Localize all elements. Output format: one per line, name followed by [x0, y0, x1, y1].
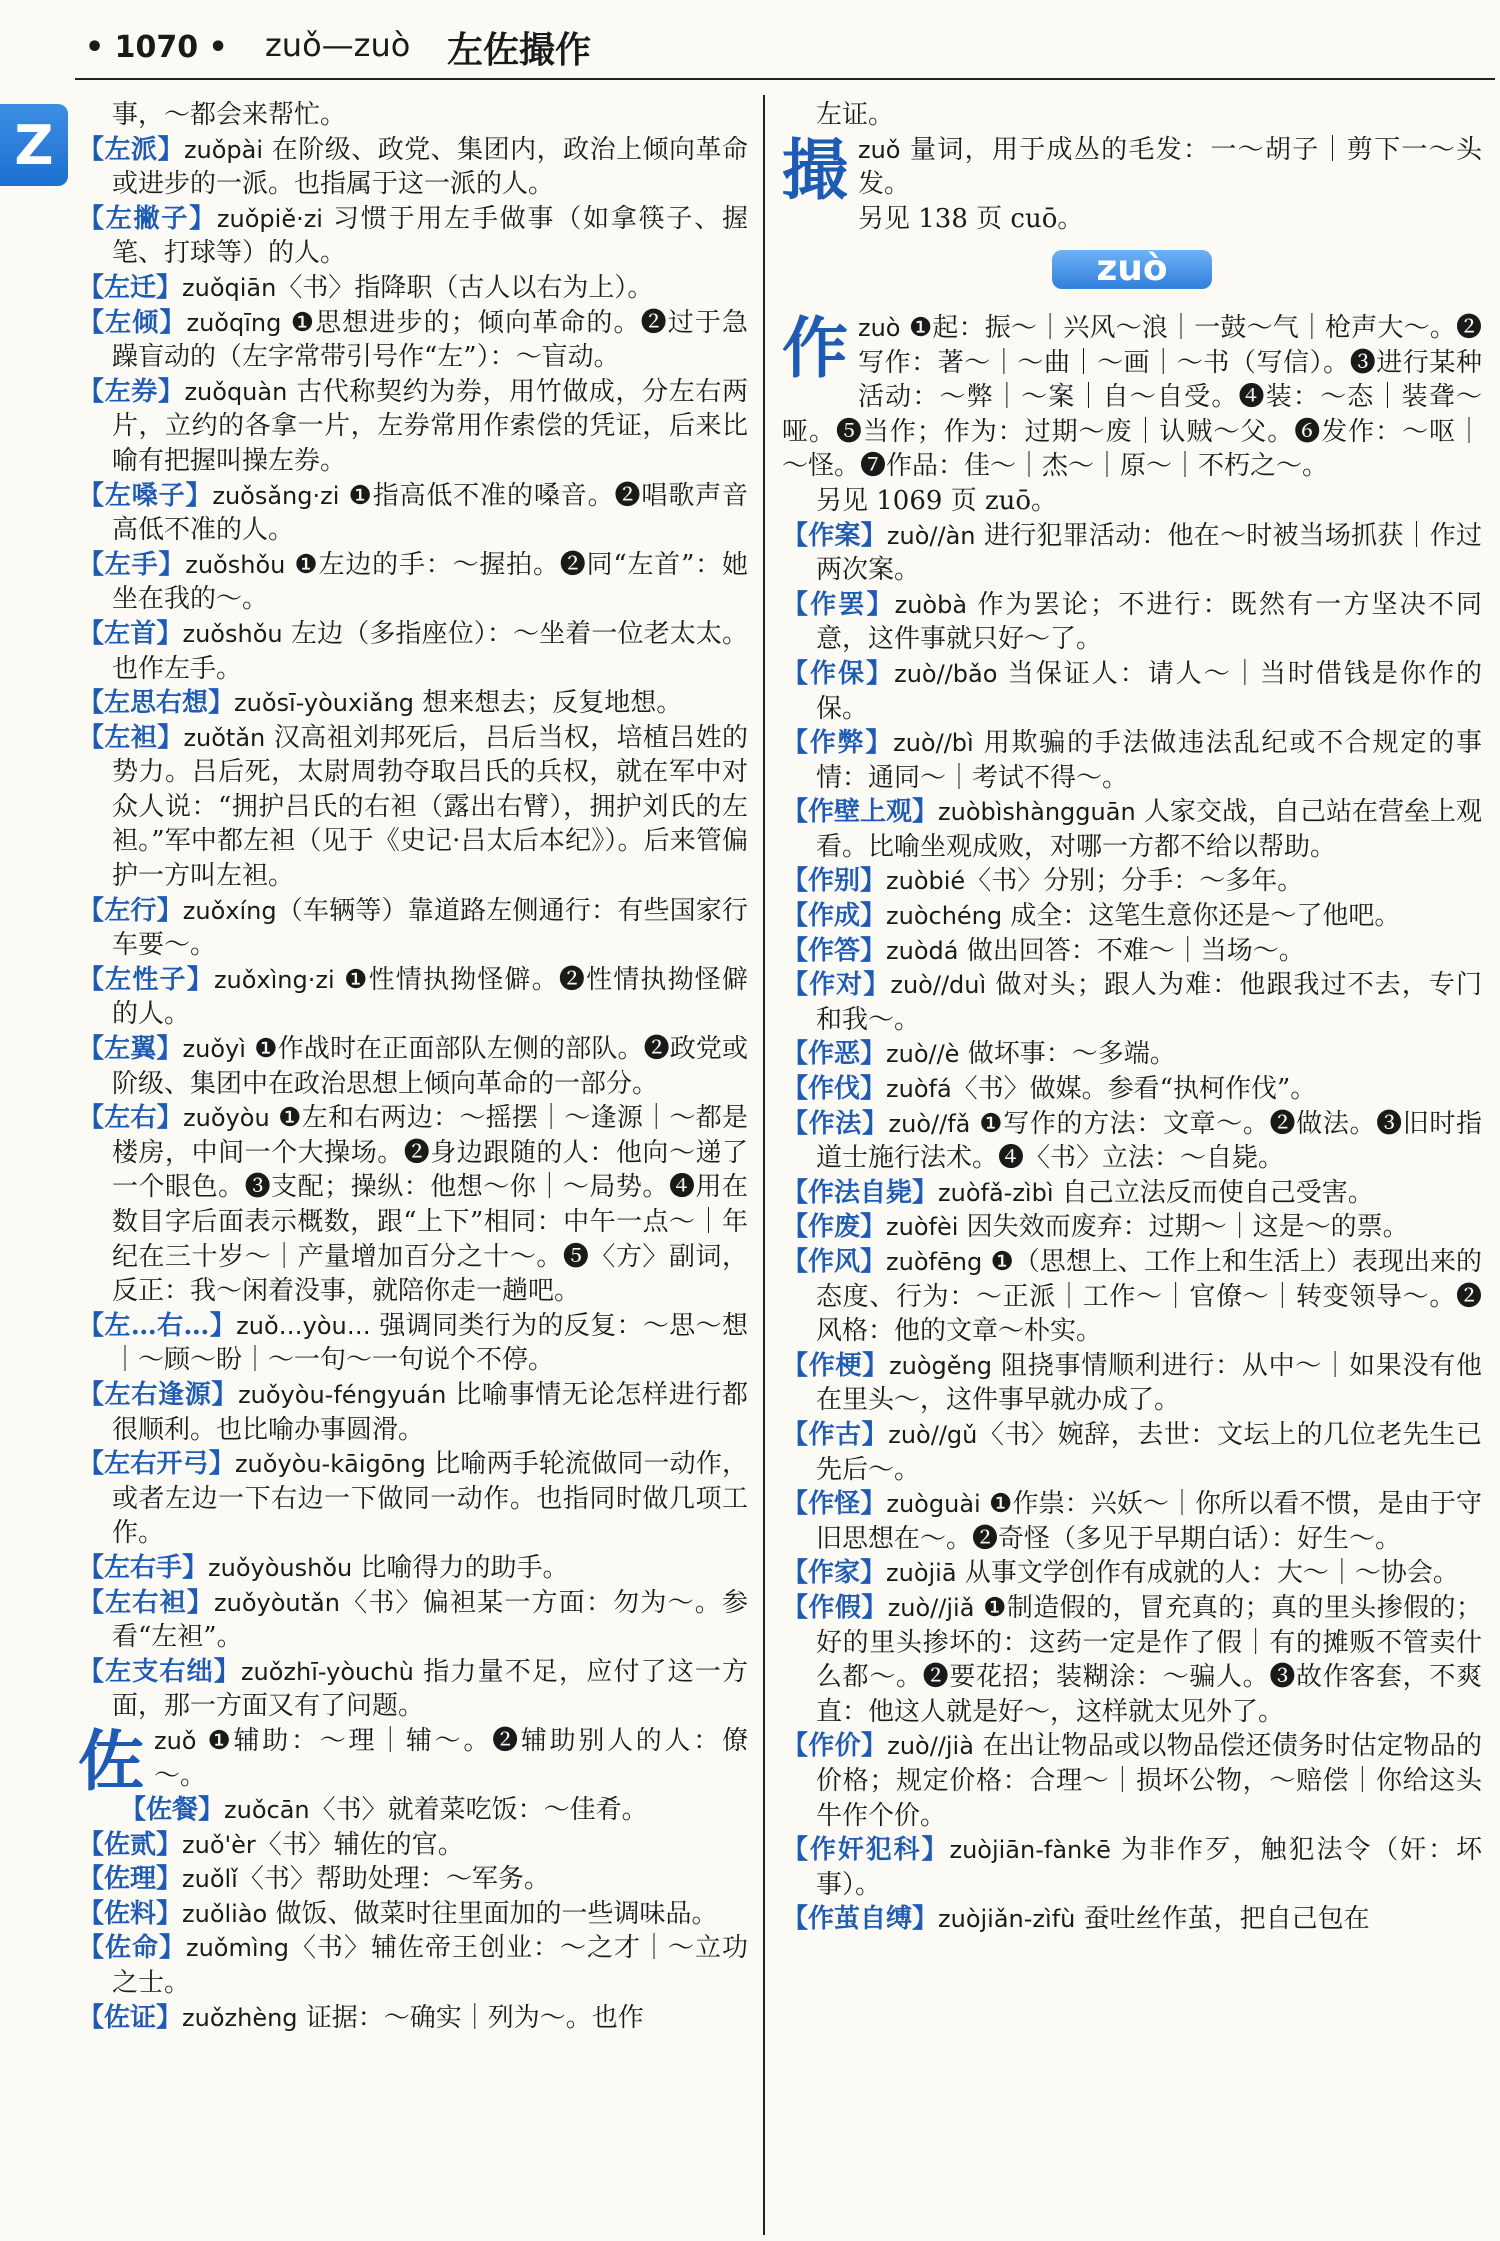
cross-reference: 另见 1069 页 zuō。 — [816, 485, 1058, 516]
entry-definition: 在阶级、政党、集团内，政治上倾向革命或进步的一派。也指属于这一派的人。 — [112, 134, 748, 200]
entry-pinyin: zuǒqiān — [182, 273, 277, 302]
entry-definition: 阻挠事情顺利进行：从中～｜如果没有他在里头～，这件事早就办成了。 — [816, 1350, 1482, 1416]
entry-headword: 【作弊】 — [782, 728, 894, 759]
entry-pinyin: zuò//jià — [887, 1732, 974, 1761]
entry-pinyin: zuǒquàn — [184, 377, 288, 406]
dictionary-entry — [782, 1176, 1482, 1211]
headword-pinyin: zuǒ — [858, 135, 901, 164]
cross-reference: 另见 138 页 cuō。 — [858, 203, 1084, 234]
entry-definition: 蚕吐丝作茧，把自己包在 — [1075, 1904, 1370, 1935]
entry-definition: 想来想去；反复地想。 — [414, 688, 683, 719]
entry-pinyin: zuǒyòushǒu — [208, 1553, 353, 1582]
dictionary-entry — [78, 1793, 748, 1828]
entry-definition: 做坏事：～多端。 — [959, 1039, 1176, 1070]
headword-entry — [78, 1721, 748, 1800]
entry-definition: ❶指高低不准的嗓音。❷唱歌声音高低不准的人。 — [112, 480, 748, 546]
entry-headword: 【佐料】 — [78, 1898, 183, 1929]
entry-definition: 〈书〉就着菜吃饭：～佳肴。 — [309, 1795, 648, 1826]
entry-headword: 【左右袒】 — [78, 1587, 215, 1618]
entry-pinyin: zuǒtǎn — [183, 723, 266, 752]
letter-thumb-tab: Z — [0, 104, 68, 186]
dictionary-entry — [78, 1828, 748, 1863]
dictionary-entry — [78, 133, 748, 202]
entry-pinyin: zuǒcān — [224, 1796, 310, 1825]
entry-pinyin: zuǒpài — [183, 135, 264, 164]
entry-headword: 【左支右绌】 — [78, 1656, 241, 1687]
entry-headword: 【作价】 — [782, 1731, 888, 1762]
entry-pinyin: zuǒ'èr — [182, 1830, 256, 1859]
dictionary-entry — [78, 894, 748, 963]
entry-headword: 【作恶】 — [782, 1039, 887, 1070]
entry-definition: 〈书〉帮助处理：～军务。 — [237, 1864, 550, 1895]
entry-definition: ❶思想进步的；倾向革命的。❷过于急躁盲动的（左字常带引号作“左”）：～盲动。 — [112, 307, 748, 373]
dictionary-entry — [782, 1591, 1482, 1729]
header-characters: 左佐撮作 — [447, 29, 592, 71]
entry-headword: 【作废】 — [782, 1212, 887, 1243]
dictionary-entry — [78, 479, 748, 548]
entry-headword: 【作怪】 — [782, 1489, 887, 1520]
entry-headword: 【作风】 — [782, 1247, 887, 1277]
dictionary-entry — [782, 519, 1482, 588]
header-rule — [75, 78, 1495, 80]
entry-definition: 作为罢论；不进行：既然有一方坚决不同意，这件事就只好～了。 — [816, 589, 1482, 655]
running-header — [0, 0, 1500, 78]
right-column — [782, 98, 1482, 1937]
entry-definition: 进行犯罪活动：他在～时被当场抓获｜作过两次案。 — [816, 520, 1482, 586]
entry-definition: ❶（思想上、工作上和生活上）表现出来的态度、行为：～正派｜工作～｜官僚～｜转变领导～。❷风格：他的文章～朴实。 — [816, 1247, 1482, 1347]
entry-headword: 【左性子】 — [78, 964, 214, 995]
dictionary-entry — [78, 686, 748, 721]
dictionary-entry — [782, 1107, 1482, 1176]
entry-definition: 指力量不足，应付了这一方面，那一方面又有了问题。 — [112, 1656, 748, 1722]
entry-definition: 习惯于用左手做事（如拿筷子、握笔、打球等）的人。 — [112, 203, 748, 269]
pinyin-heading-label: zuò — [1052, 250, 1211, 289]
dictionary-entry — [78, 1032, 748, 1101]
dictionary-entry — [78, 721, 748, 894]
entry-pinyin: zuǒmìng — [186, 1934, 289, 1963]
entry-headword: 【佐证】 — [78, 2002, 183, 2033]
entry-definition: ❶制造假的，冒充真的；真的里头掺假的；好的里头掺坏的：这药一定是作了假｜有的摊贩不管卖什么都～。❷要花招；装糊涂：～骗人。❸故作客套，不爽直：他这人就是好～，这样就太见外了。 — [816, 1592, 1482, 1727]
entry-headword: 【左思右想】 — [78, 688, 235, 719]
entry-pinyin: zuǒsī-yòuxiǎng — [234, 689, 415, 718]
headword-definition: ❶辅助：～理｜辅～。❷辅助别人的人：僚～。 — [154, 1725, 748, 1791]
entry-headword: 【左倾】 — [78, 307, 187, 338]
entry-definition: 〈书〉分别；分手：～多年。 — [965, 866, 1304, 897]
entry-headword: 【作壁上观】 — [782, 797, 939, 828]
entry-pinyin: zuǒqīng — [186, 308, 282, 337]
entry-headword: 【作梗】 — [782, 1350, 890, 1381]
entry-definition: 左边（多指座位）：～坐着一位老太太。也作左手。 — [112, 618, 748, 684]
entry-pinyin: zuò//àn — [886, 521, 976, 550]
entry-headword: 【作答】 — [782, 935, 887, 966]
entry-headword: 【作奸犯科】 — [782, 1835, 950, 1866]
headword-pinyin: zuò — [858, 313, 901, 342]
entry-headword: 【作假】 — [782, 1592, 888, 1623]
entry-pinyin: zuò//jiǎ — [887, 1593, 975, 1622]
entry-pinyin: zuǒzhèng — [182, 2003, 298, 2032]
entry-continuation: 事，～都会来帮忙。 — [112, 100, 347, 130]
entry-pinyin: zuǒliào — [182, 1899, 268, 1928]
dictionary-entry — [78, 963, 748, 1032]
dictionary-entry — [78, 548, 748, 617]
pinyin-range: zuǒ—zuò — [265, 26, 411, 64]
entry-pinyin: zuǒshǒu — [185, 550, 286, 579]
dictionary-entry — [78, 1897, 748, 1932]
entry-definition: 当保证人：请人～｜当时借钱是你作的保。 — [816, 658, 1482, 724]
dictionary-entry — [78, 1378, 748, 1447]
dictionary-entry — [782, 657, 1482, 726]
entry-pinyin: zuǒzhī-yòuchù — [240, 1657, 414, 1686]
entry-headword: 【作对】 — [782, 970, 891, 1001]
page-number: • 1070 • — [85, 30, 228, 65]
entry-headword: 【左右】 — [78, 1103, 184, 1134]
entry-headword: 【左右开弓】 — [78, 1449, 235, 1480]
dictionary-entry — [78, 1931, 748, 2000]
entry-definition: ❶作战时在正面部队左侧的部队。❷政党或阶级、集团中在政治思想上倾向革命的一部分。 — [112, 1034, 748, 1099]
entry-headword: 【作法】 — [782, 1108, 889, 1139]
entry-headword: 【佐理】 — [78, 1864, 183, 1895]
entry-headword: 【佐贰】 — [78, 1829, 183, 1860]
headword-character: 作 — [782, 308, 848, 387]
dictionary-entry — [782, 864, 1482, 899]
entry-pinyin: zuò//bǎo — [894, 659, 998, 688]
entry-pinyin: zuò//duì — [890, 971, 987, 1000]
entry-headword: 【左…右…】 — [78, 1310, 237, 1341]
entry-definition: 〈书〉做媒。参看“执柯作伐”。 — [951, 1074, 1317, 1105]
dictionary-entry — [78, 1586, 748, 1655]
dictionary-entry — [78, 1551, 748, 1586]
entry-definition: 做对头；跟人为难：他跟我过不去，专门和我～。 — [816, 970, 1482, 1035]
entry-definition: 从事文学创作有成就的人：大～｜～协会。 — [956, 1558, 1459, 1589]
dictionary-entry — [782, 1037, 1482, 1072]
entry-headword: 【左袒】 — [78, 722, 184, 753]
entry-pinyin: zuǒxìng·zi — [213, 965, 335, 994]
entry-definition: 〈书〉指降职（古人以右为上）。 — [276, 272, 654, 303]
dictionary-entry — [782, 1833, 1482, 1902]
entry-pinyin: zuǒ…yòu… — [236, 1311, 371, 1340]
entry-headword: 【左行】 — [78, 895, 183, 926]
entry-pinyin: zuòjiān-fànkē — [949, 1836, 1111, 1865]
entry-headword: 【左派】 — [78, 134, 184, 165]
dictionary-entry — [78, 375, 748, 479]
dictionary-entry — [782, 1487, 1482, 1556]
entry-headword: 【左翼】 — [78, 1034, 183, 1065]
entry-definition: 用欺骗的手法做违法乱纪或不合规定的事情：通同～｜考试不得～。 — [816, 728, 1482, 793]
headword-character: 撮 — [782, 130, 848, 209]
entry-definition: 证据：～确实｜列为～。也作 — [297, 2002, 644, 2033]
entry-headword: 【作案】 — [782, 520, 887, 551]
entry-definition: 成全：这笔生意你还是～了他吧。 — [1002, 901, 1401, 932]
entry-definition: 比喻得力的助手。 — [352, 1552, 569, 1583]
entry-pinyin: zuǒpiě·zi — [216, 204, 323, 233]
entry-definition: 人家交战，自己站在营垒上观看。比喻坐观成败，对哪一方都不给以帮助。 — [816, 797, 1482, 862]
entry-pinyin: zuòfǎ-zìbì — [938, 1178, 1054, 1207]
entry-headword: 【作法自毙】 — [782, 1177, 939, 1208]
entry-definition: 古代称契约为券，用竹做成，分左右两片，立约的各拿一片，左券常用作索偿的凭证，后来比喻有把握叫操左券。 — [112, 376, 748, 476]
entry-headword: 【作伐】 — [782, 1074, 887, 1105]
entry-pinyin: zuǒxíng — [182, 896, 277, 925]
dictionary-entry — [78, 1101, 748, 1309]
entry-definition: 强调同类行为的反复：～思～想｜～顾～盼｜～一句～一句说个不停。 — [112, 1310, 748, 1376]
dictionary-entry — [782, 588, 1482, 657]
entry-headword: 【左右逢源】 — [78, 1379, 239, 1410]
entry-definition: 自己立法反而使自己受害。 — [1053, 1177, 1374, 1208]
entry-headword: 【左嗓子】 — [78, 480, 213, 511]
dictionary-entry — [782, 1349, 1482, 1418]
dictionary-entry — [78, 617, 748, 686]
entry-pinyin: zuòfèi — [886, 1213, 959, 1242]
entry-pinyin: zuò//bì — [893, 729, 974, 758]
entry-headword: 【作家】 — [782, 1558, 887, 1589]
entry-headword: 【佐命】 — [78, 1933, 186, 1964]
entry-pinyin: zuòbà — [894, 590, 968, 619]
dictionary-entry — [782, 1902, 1482, 1937]
entry-pinyin: zuògěng — [889, 1351, 992, 1380]
entry-definition: 做出回答：不难～｜当场～。 — [958, 935, 1305, 966]
entry-pinyin: zuǒshǒu — [182, 619, 283, 648]
dictionary-entry — [782, 1729, 1482, 1833]
entry-pinyin: zuò//gǔ — [888, 1420, 978, 1449]
dictionary-entry — [782, 968, 1482, 1037]
entry-pinyin: zuòfēng — [886, 1248, 983, 1276]
entry-headword: 【左右手】 — [78, 1552, 209, 1583]
dictionary-entry — [78, 271, 748, 306]
dictionary-entry — [782, 1418, 1482, 1487]
dictionary-entry — [782, 934, 1482, 969]
dictionary-entry — [782, 899, 1482, 934]
entry-pinyin: zuòbié — [886, 867, 966, 896]
entry-headword: 【左迁】 — [78, 272, 183, 303]
entry-pinyin: zuǒyòu — [183, 1104, 270, 1133]
entry-definition: 为非作歹，触犯法令（奸：坏事）。 — [816, 1835, 1482, 1900]
entry-pinyin: zuòguài — [886, 1490, 981, 1519]
entry-definition: 汉高祖刘邦死后，吕后当权，培植吕姓的势力。吕后死，太尉周勃夺取吕氏的兵权，就在军中对众人说：“拥护吕氏的右袒（露出右臂），拥护刘氏的左袒。”军中都左袒（见于《史记·吕太后本纪》）。后来管偏护一方叫左袒。 — [112, 722, 748, 892]
entry-headword: 【作保】 — [782, 658, 895, 689]
entry-pinyin: zuǒyòutǎn — [214, 1588, 340, 1617]
entry-headword: 【左手】 — [78, 549, 186, 580]
entry-definition: ❶写作的方法：文章～。❷做法。❸旧时指道士施行法术。❹〈书〉立法：～自毙。 — [816, 1108, 1482, 1174]
entry-headword: 【左首】 — [78, 618, 183, 649]
entry-headword: 【作成】 — [782, 901, 887, 932]
entry-definition: ❶左和右两边：～摇摆｜～逢源｜～都是楼房，中间一个大操场。❷身边跟随的人：他向～递了一个眼色。❸支配；操纵：他想～你｜～局势。❹用在数目字后面表示概数，跟“上下”相同：中午一点～｜年纪在三十岁～｜产量增加百分之十～。❺〈方〉副词，反正：我～闲着没事，就陪你走一趟吧。 — [112, 1103, 748, 1307]
dictionary-entry — [78, 1655, 748, 1724]
entry-headword: 【作古】 — [782, 1419, 889, 1450]
entry-headword: 【左撇子】 — [78, 203, 217, 234]
entry-definition: 〈书〉辅佐的官。 — [255, 1829, 464, 1860]
entry-definition: 在出让物品或以物品偿还债务时估定物品的价格；规定价格：合理～｜损坏公物，～赔偿｜你给这头牛作个价。 — [816, 1731, 1482, 1831]
dictionary-entry — [78, 1862, 748, 1897]
entry-definition: 〈书〉偏袒某一方面：勿为～。参看“左袒”。 — [112, 1587, 748, 1653]
entry-definition: （车辆等）靠道路左侧通行：有些国家行车要～。 — [112, 895, 748, 961]
entry-pinyin: zuòjiā — [886, 1559, 957, 1588]
entry-pinyin: zuòbìshàngguān — [938, 798, 1136, 827]
dictionary-entry — [78, 202, 748, 271]
left-column — [78, 98, 748, 2035]
entry-continuation: 左证。 — [816, 100, 895, 130]
entry-definition: ❶作祟：兴妖～｜你所以看不惯，是由于守旧思想在～。❷奇怪（多见于早期白话）：好生～。 — [816, 1489, 1482, 1554]
headword-entry — [782, 308, 1482, 484]
entry-pinyin: zuǒyì — [182, 1035, 246, 1064]
dictionary-entry — [78, 1447, 748, 1551]
headword-entry — [782, 130, 1482, 209]
entry-headword: 【作罢】 — [782, 589, 895, 620]
entry-pinyin: zuò//è — [886, 1040, 960, 1069]
entry-definition: 做饭、做菜时往里面加的一些调味品。 — [267, 1898, 718, 1929]
entry-definition: 〈书〉辅佐帝王创业：～之才｜～立功之士。 — [112, 1933, 748, 1999]
entry-pinyin: zuòdá — [886, 936, 959, 965]
headword-character: 佐 — [78, 1721, 144, 1800]
dictionary-entry — [782, 1245, 1482, 1349]
entry-headword: 【左券】 — [78, 376, 185, 407]
entry-pinyin: zuòchéng — [886, 902, 1003, 931]
dictionary-entry — [782, 795, 1482, 864]
entry-definition: ❶性情执拗怪僻。❷性情执拗怪僻的人。 — [112, 964, 748, 1030]
entry-pinyin: zuòfá — [886, 1075, 952, 1104]
dictionary-entry — [78, 2001, 748, 2036]
entry-pinyin: zuǒlǐ — [182, 1865, 238, 1894]
entry-headword: 【作别】 — [782, 866, 887, 897]
entry-headword: 【佐餐】 — [120, 1795, 225, 1826]
entry-pinyin: zuǒyòu-kāigōng — [234, 1450, 426, 1479]
dictionary-entry — [782, 1210, 1482, 1245]
entry-definition: 比喻两手轮流做同一动作，或者左边一下右边一下做同一动作。也指同时做几项工作。 — [112, 1449, 748, 1549]
dictionary-entry — [78, 306, 748, 375]
entry-definition: 〈书〉婉辞，去世：文坛上的几位老先生已先后～。 — [816, 1419, 1482, 1485]
entry-headword: 【作茧自缚】 — [782, 1904, 939, 1935]
entry-definition: 因失效而废弃：过期～｜这是～的票。 — [958, 1212, 1409, 1243]
headword-definition: 量词，用于成丛的毛发：一～胡子｜剪下一～头发。 — [858, 134, 1482, 200]
entry-pinyin: zuòjiǎn-zìfù — [938, 1905, 1076, 1934]
dictionary-entry — [782, 726, 1482, 795]
column-divider — [763, 95, 765, 2235]
entry-definition: ❶左边的手：～握拍。❷同“左首”：她坐在我的～。 — [112, 549, 748, 615]
entry-definition: 比喻事情无论怎样进行都很顺利。也比喻办事圆滑。 — [112, 1379, 748, 1445]
dictionary-entry — [782, 1072, 1482, 1107]
headword-pinyin: zuǒ — [154, 1726, 197, 1755]
dictionary-entry — [78, 1309, 748, 1378]
entry-pinyin: zuò//fǎ — [888, 1109, 971, 1138]
pinyin-section-heading — [782, 250, 1482, 289]
headword-definition: ❶起：振～｜兴风～浪｜一鼓～气｜枪声大～。❷写作：著～｜～曲｜～画｜～书（写信）。❸进行某种活动：～弊｜～案｜自～自受。❹装：～态｜装聋～哑。❺当作；作为：过期～废｜认贼～父。❻发作：～呕｜～怪。❼作品：佳～｜杰～｜原～｜不朽之～。 — [782, 312, 1482, 482]
entry-pinyin: zuǒsǎng·zi — [212, 481, 340, 510]
entry-pinyin: zuǒyòu-féngyuán — [238, 1380, 447, 1409]
dictionary-entry — [782, 1556, 1482, 1591]
